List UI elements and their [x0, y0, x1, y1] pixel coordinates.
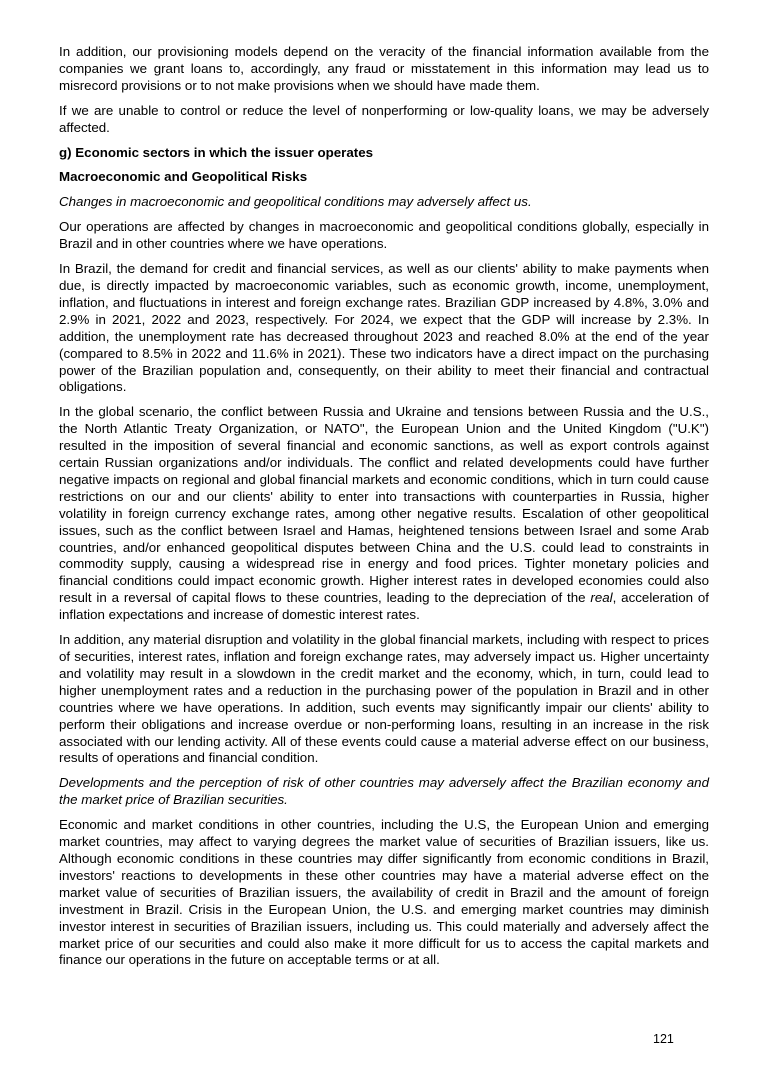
paragraph: [59, 404, 709, 624]
page-number: 121: [653, 1032, 674, 1046]
paragraph: [59, 44, 709, 95]
text-run: In the global scenario, the conflict between Russia and Ukraine and tensions between Russia and the U.S., the North Atlantic Treaty Organization, or NATO", the European Union and the United Kingdom ("U.K") resulted in the imposition of several financial and economic sanctions, as well as export controls against certain Russian organizations and/or individuals. The conflict and related developments could have further negative impacts on regional and global financial markets and economic conditions, which in turn could cause restrictions on our and our clients' ability to enter into transactions with counterparties in Russia, higher volatility in foreign currency exchange rates, among other negative results. Escalation of other geopolitical issues, such as the conflict between Israel and Hamas, heightened tensions between Israel and some Arab countries, and/or enhanced geopolitical disputes between China and the U.S. could lead to constraints in commodity supply, causing a widespread rise in energy and food prices. Tighter monetary policies and financial conditions could impact economic growth. Higher interest rates in developed economies could also result in a reversal of capital flows to these countries, leading to the depreciation of the: [59, 404, 709, 606]
paragraph: [59, 817, 709, 969]
text-run: Our operations are affected by changes in macroeconomic and geopolitical conditions globally, especially in Brazil and in other countries where we have operations.: [59, 219, 709, 252]
text-run: g) Economic sectors in which the issuer operates: [59, 144, 374, 160]
paragraph: [59, 103, 709, 137]
document-body: [59, 44, 709, 977]
section-heading: [59, 145, 709, 162]
text-run: In addition, any material disruption and volatility in the global financial markets, including with respect to prices of securities, interest rates, inflation and foreign exchange rates, may adversely impact us. Higher uncertainty and volatility may result in a slowdown in the credit market and the economy, which, in turn, could lead to higher unemployment rates and a reduction in the purchasing power of the population in Brazil and in other countries where we have operations. In addition, such events may significantly impair our clients' ability to perform their obligations and increase overdue or non-performing loans, resulting in an increase in the risk associated with our lending activity. All of these events could cause a material adverse effect on our business, results of operations and financial condition.: [59, 632, 709, 766]
text-run: Economic and market conditions in other countries, including the U.S, the European Union and emerging market countries, may affect to varying degrees the market value of securities of Brazilian issuers, like us. Although economic conditions in these countries may differ significantly from economic conditions in Brazil, investors' reactions to developments in these other countries may have a material adverse effect on the market value of securities of Brazilian issuers, the availability of credit in Brazil and the amount of foreign investment in Brazil. Crisis in the European Union, the U.S. and emerging market countries may diminish investor interest in securities of Brazilian issuers, including us. This could materially and adversely affect the market price of our securities and could also make it more difficult for us to access the capital markets and finance our operations in the future on acceptable terms or at all.: [59, 817, 709, 968]
text-run: Developments and the perception of risk of other countries may adversely affect the Brazilian economy and the market price of Brazilian securities.: [59, 775, 709, 808]
paragraph: [59, 219, 709, 253]
text-run: If we are unable to control or reduce the level of nonperforming or low-quality loans, we may be adversely affected.: [59, 102, 709, 135]
paragraph: [59, 632, 709, 767]
italic-heading: [59, 194, 709, 211]
italic-heading: [59, 775, 709, 809]
section-heading: [59, 169, 709, 186]
text-run: In Brazil, the demand for credit and financial services, as well as our clients' ability to make payments when due, is directly impacted by macroeconomic variables, such as economic growth, income, unemployment, inflation, and fluctuations in interest and foreign exchange rates. Brazilian GDP increased by 4.8%, 3.0% and 2.9% in 2021, 2022 and 2023, respectively. For 2024, we expect that the GDP will increase by 2.3%. In addition, the unemployment rate has decreased throughout 2023 and reached 8.0% at the end of the year (compared to 8.5% in 2022 and 11.6% in 2021). These two indicators have a direct impact on the purchasing power of the Brazilian population and, consequently, on their ability to meet their financial and contractual obligations.: [59, 261, 709, 395]
italic-text-run: real: [590, 590, 613, 606]
text-run: Changes in macroeconomic and geopolitical conditions may adversely affect us.: [59, 194, 532, 210]
text-run: In addition, our provisioning models depend on the veracity of the financial information available from the companies we grant loans to, accordingly, any fraud or misstatement in this information may lead us to misrecord provisions or to not make provisions when we should have made them.: [59, 44, 709, 93]
paragraph: [59, 261, 709, 396]
text-run: Macroeconomic and Geopolitical Risks: [59, 169, 308, 185]
text-run: , acceleration of inflation expectations and increase of domestic interest rates.: [59, 590, 709, 623]
